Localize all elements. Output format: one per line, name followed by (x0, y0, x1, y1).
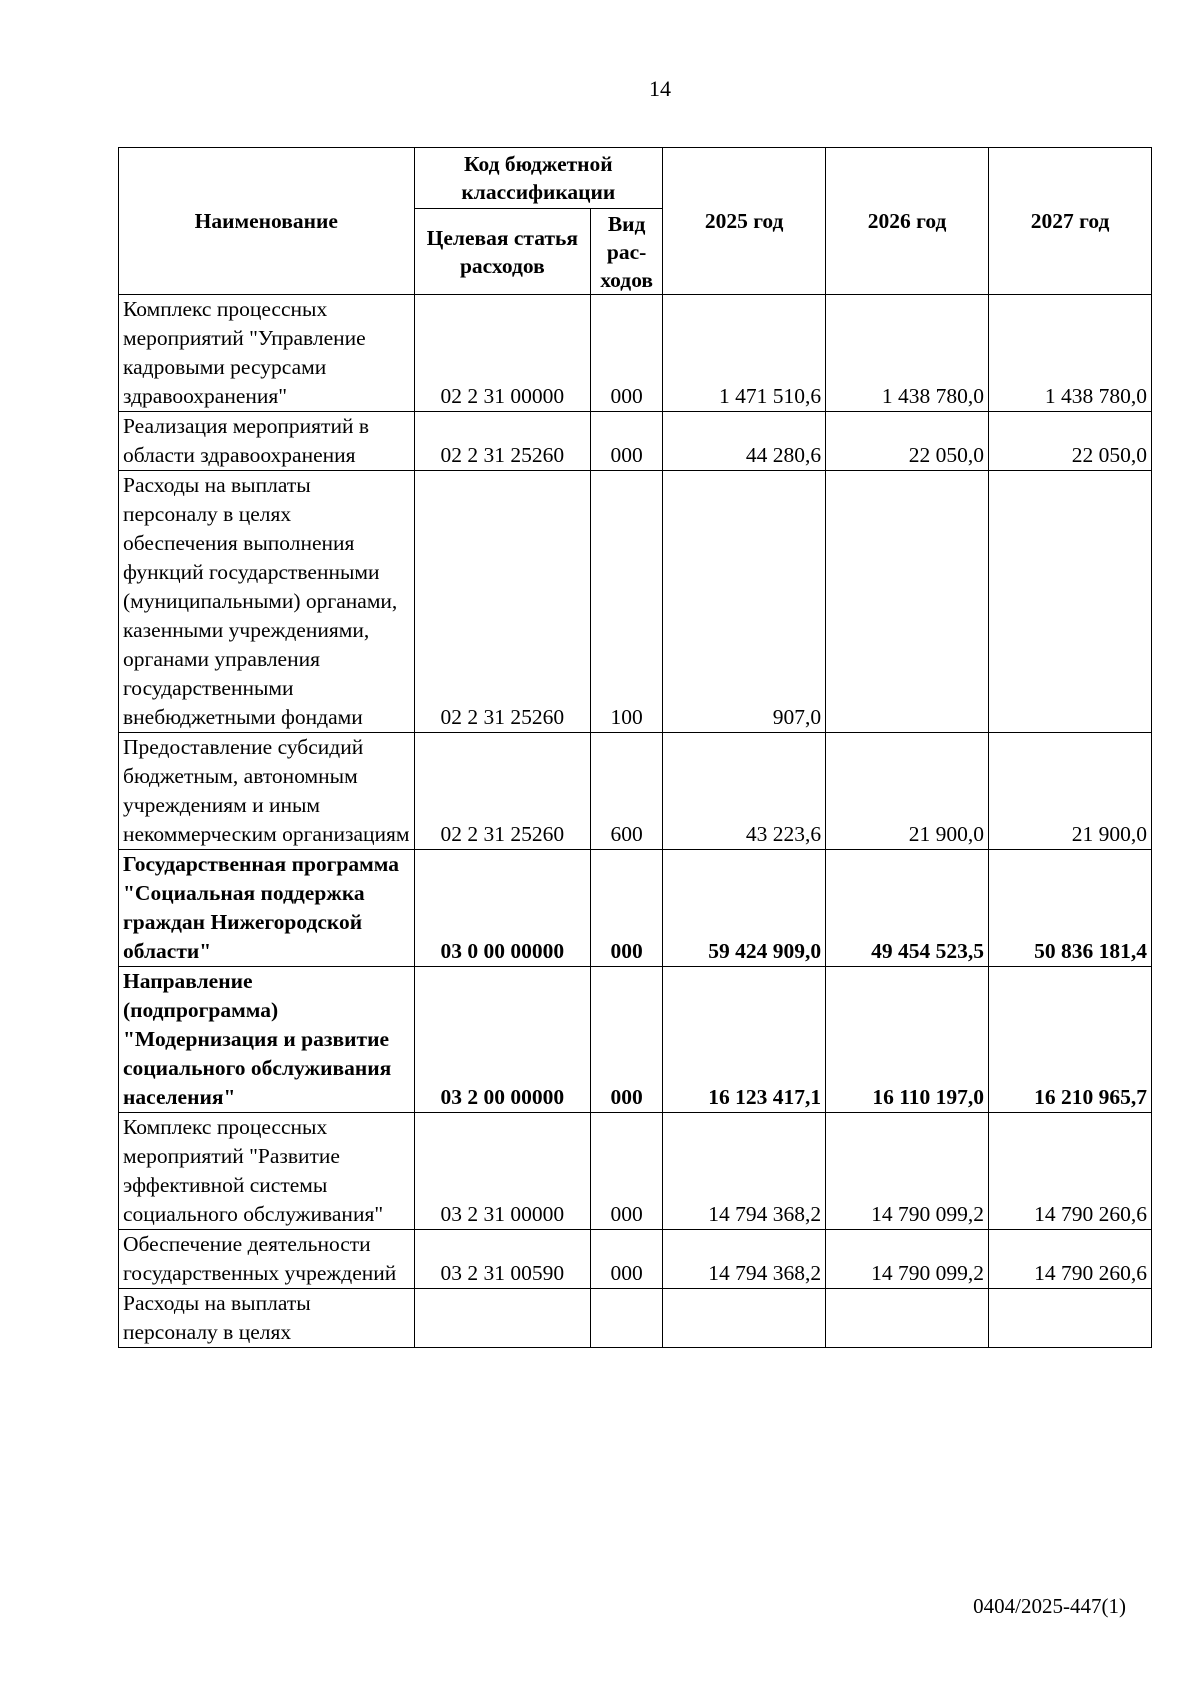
row-name: Государственная программа "Социальная поддержка граждан Нижегородской области" (119, 850, 415, 967)
budget-table (118, 147, 1152, 1348)
row-2025: 43 223,6 (663, 733, 826, 850)
row-2026: 49 454 523,5 (826, 850, 989, 967)
row-2025 (663, 1289, 826, 1348)
row-2025: 14 794 368,2 (663, 1230, 826, 1289)
row-name: Комплекс процессных мероприятий "Развитие эффективной системы социального обслуживания" (119, 1113, 415, 1230)
row-code (414, 1289, 591, 1348)
table-row (119, 1113, 1152, 1230)
row-2025: 16 123 417,1 (663, 967, 826, 1113)
header-2025: 2025 год (663, 148, 826, 295)
row-code: 03 2 00 00000 (414, 967, 591, 1113)
row-type: 000 (591, 412, 663, 471)
row-2025: 907,0 (663, 471, 826, 733)
row-2026: 21 900,0 (826, 733, 989, 850)
header-name: Наименование (119, 148, 415, 295)
row-type: 000 (591, 850, 663, 967)
row-2026 (826, 1289, 989, 1348)
row-type: 000 (591, 295, 663, 412)
header-2026: 2026 год (826, 148, 989, 295)
table-row (119, 471, 1152, 733)
row-2027: 22 050,0 (989, 412, 1152, 471)
table-header (119, 148, 1152, 295)
row-type (591, 1289, 663, 1348)
row-name: Комплекс процессных мероприятий "Управление кадровыми ресурсами здравоохранения" (119, 295, 415, 412)
row-2027: 21 900,0 (989, 733, 1152, 850)
row-2027: 16 210 965,7 (989, 967, 1152, 1113)
header-code-group: Код бюджетной классификации (414, 148, 663, 209)
row-code: 02 2 31 25260 (414, 412, 591, 471)
row-name: Направление (подпрограмма) "Модернизация и развитие социального обслуживания населения" (119, 967, 415, 1113)
row-type: 000 (591, 967, 663, 1113)
row-2025: 44 280,6 (663, 412, 826, 471)
header-type: Вид рас- ходов (591, 209, 663, 295)
row-name: Предоставление субсидий бюджетным, автономным учреждениям и иным некоммерческим организациям (119, 733, 415, 850)
table-row (119, 1230, 1152, 1289)
row-2025: 59 424 909,0 (663, 850, 826, 967)
row-2027: 50 836 181,4 (989, 850, 1152, 967)
row-2025: 1 471 510,6 (663, 295, 826, 412)
document-number: 0404/2025-447(1) (973, 1594, 1126, 1618)
row-type: 600 (591, 733, 663, 850)
row-2025: 14 794 368,2 (663, 1113, 826, 1230)
row-2026: 1 438 780,0 (826, 295, 989, 412)
table-row (119, 1289, 1152, 1348)
row-name: Расходы на выплаты персоналу в целях (119, 1289, 415, 1348)
table-row (119, 733, 1152, 850)
header-target: Целевая статья расходов (414, 209, 591, 295)
table-row (119, 295, 1152, 412)
row-2026: 14 790 099,2 (826, 1113, 989, 1230)
row-code: 03 2 31 00000 (414, 1113, 591, 1230)
page-number: 14 (649, 76, 671, 101)
row-2026: 22 050,0 (826, 412, 989, 471)
row-2027 (989, 1289, 1152, 1348)
table-row (119, 967, 1152, 1113)
row-2027: 14 790 260,6 (989, 1113, 1152, 1230)
row-type: 000 (591, 1113, 663, 1230)
row-type: 000 (591, 1230, 663, 1289)
row-code: 02 2 31 25260 (414, 471, 591, 733)
row-type: 100 (591, 471, 663, 733)
row-2026: 14 790 099,2 (826, 1230, 989, 1289)
row-2026: 16 110 197,0 (826, 967, 989, 1113)
row-2027 (989, 471, 1152, 733)
row-2027: 14 790 260,6 (989, 1230, 1152, 1289)
row-2027: 1 438 780,0 (989, 295, 1152, 412)
table-row (119, 850, 1152, 967)
table-row (119, 412, 1152, 471)
row-name: Расходы на выплаты персоналу в целях обеспечения выполнения функций государственными (муниципальными) органами, казенными учреждениями, органами управления государственными внебюджетными фондами (119, 471, 415, 733)
header-2027: 2027 год (989, 148, 1152, 295)
row-code: 02 2 31 00000 (414, 295, 591, 412)
row-name: Реализация мероприятий в области здравоохранения (119, 412, 415, 471)
row-code: 03 0 00 00000 (414, 850, 591, 967)
row-2026 (826, 471, 989, 733)
row-code: 02 2 31 25260 (414, 733, 591, 850)
row-name: Обеспечение деятельности государственных учреждений (119, 1230, 415, 1289)
row-code: 03 2 31 00590 (414, 1230, 591, 1289)
